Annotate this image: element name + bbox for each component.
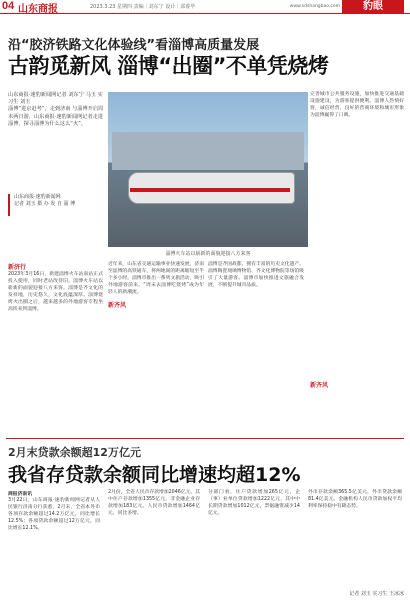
issue-meta: 2023.3.23 星期四 责编｜刘东宁 设计｜邱睿毕 — [90, 4, 196, 10]
story1-photo — [108, 92, 308, 247]
story2-byline: 商报济南讯 — [8, 492, 32, 497]
train-stripe — [130, 188, 290, 192]
story1-col4: 完善城市公共服务设施，加快推进交通基础设施建设，为游客提供便利。淄博人热情好客，诚信经营，良好的营商环境和城市形象为淄博赢得了口碑。 — [310, 92, 404, 118]
story1-col2: 近年来，山东省交通运输事业快速发展，济南至淄博的高铁通车，将两地间的距离缩短至半个多小时。淄博市推出一系列文旅活动，吸引外地游客前来。“周末去淄博吃烧烤”成为年轻人的新潮流。 — [108, 262, 204, 295]
story2-col3: 分部门看，住户贷款增加265亿元，企（事）业单位贷款增加1222亿元，其中中长期贷款增加1012亿元，票据融资减少14亿元。 — [208, 490, 300, 516]
story1-col3: 淄博是齐国故都，拥有丰富的历史文化遗产。淄博陶瓷琉璃博物馆、齐文化博物院等场馆吸引了大量游客。淄博市加快推进文旅融合发展，不断提升城市品质。 — [208, 262, 304, 288]
credit-line-2: 记者 刘玉 摄 办 发 自 淄 博 — [14, 201, 76, 207]
newspaper-name: 山东商报 — [18, 4, 58, 15]
section-label-1: 新济行 — [8, 264, 27, 271]
story1-col1: 2023年3月16日，新建淄博火车站南站正式投入使用，同时老站改待旧。淄博火车站以崭新的面貌迎接八方来客。淄博是齐文化的发祥地，历史悠久，文化底蕴深厚。淄博烧烤火出圈之后，越来越多的外地游客专程坐高铁来到淄博。 — [8, 272, 103, 312]
story1-lede-body: 淄博“进京赶考”，走到济南 与淄博开启周末两日游，山东商报·速豹新闻网记者走进淄博，探寻淄博为什么这么“火”。 — [8, 106, 104, 127]
story2-subhead: 2月末贷款余额超12万亿元 — [8, 446, 141, 459]
column-brand: 豹眼 — [342, 0, 404, 14]
story-divider — [6, 438, 404, 439]
story1-lede-byline: 山东商报·速豹新闻网记者 刘东宁 马玉 实习生 刘玉 — [8, 92, 103, 106]
story2-col1: 3月22日，山东商报·速豹新闻网记者从人民银行济南分行获悉，2月末，全省本外币各项存款余额超过14.2万亿元，同比增长12.5%；各项贷款余额超过12万亿元，同比增长12.1%。 — [8, 498, 100, 531]
section-label-3: 新齐风 — [310, 382, 329, 389]
page-header — [0, 0, 410, 14]
credit-line-1: 山东商报·速豹新闻网 — [14, 194, 61, 200]
section-label-2: 新齐风 — [108, 302, 127, 309]
story1-lede — [8, 92, 104, 128]
station-building — [112, 132, 304, 170]
story2-col4: 外币存款余额365.5亿美元，外币贷款余额81.4亿美元。金融机构人民币贷款加权平均利率保持稳中有降态势。 — [308, 490, 402, 509]
story1-photo-credit — [8, 194, 106, 216]
page-number: 04 — [2, 0, 15, 12]
story1-headline: 古韵觅新风 淄博“出圈”不单凭烧烤 — [8, 54, 329, 78]
story2-reporter: 记者 刘玉 实习生 王冰冰 — [349, 591, 404, 597]
site-url[interactable]: www.sdshangbao.com — [289, 4, 340, 9]
story2-headline: 我省存贷款余额同比增速均超12% — [8, 464, 301, 486]
story2-col2: 2月份，全省人民币存款增加2046亿元，其中住户存款增加1355亿元，非金融企业存款增加183亿元。人民币贷款增加1464亿元，同比多增。 — [108, 490, 201, 516]
story1-kicker: 沿“胶济铁路文化体验线”看淄博高质量发展 — [8, 38, 260, 53]
photo-caption: 淄博火车站以崭新的面貌迎接八方来客 — [165, 251, 251, 257]
